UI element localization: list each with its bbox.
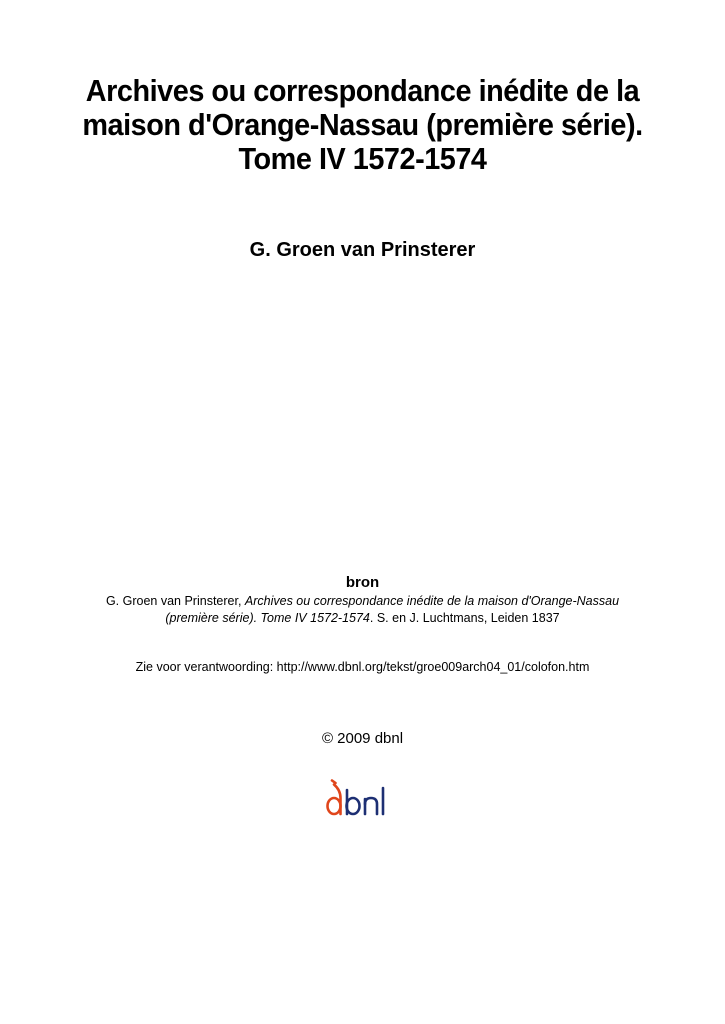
citation-title-part-2: (première série). Tome IV 1572-1574 <box>165 611 370 625</box>
document-title <box>63 74 663 176</box>
accountability-note: Zie voor verantwoording: http://www.dbnl.org/tekst/groe009arch04_01/colofon.htm <box>135 660 590 674</box>
citation-title-part-1: Archives ou correspondance inédite de la maison d'Orange-Nassau <box>244 594 620 608</box>
dbnl-logo-bnl-mark <box>347 788 384 814</box>
dbnl-logo <box>322 776 402 820</box>
citation-author: G. Groen van Prinsterer, <box>105 594 245 608</box>
dbnl-logo-d-mark <box>328 781 341 815</box>
citation-line-2 <box>60 610 665 627</box>
author-name: G. Groen van Prinsterer <box>249 239 476 261</box>
citation-line-1 <box>60 593 665 610</box>
title-line-3: Tome IV 1572-1574 <box>238 141 487 176</box>
title-line-1: Archives ou correspondance inédite de la <box>85 73 640 108</box>
citation-publisher: . S. en J. Luchtmans, Leiden 1837 <box>369 611 560 625</box>
copyright-notice: © 2009 dbnl <box>321 730 404 747</box>
source-block <box>60 573 665 627</box>
title-line-2: maison d'Orange-Nassau (première série). <box>82 107 643 142</box>
source-citation <box>60 593 665 627</box>
source-heading: bron <box>345 574 380 591</box>
